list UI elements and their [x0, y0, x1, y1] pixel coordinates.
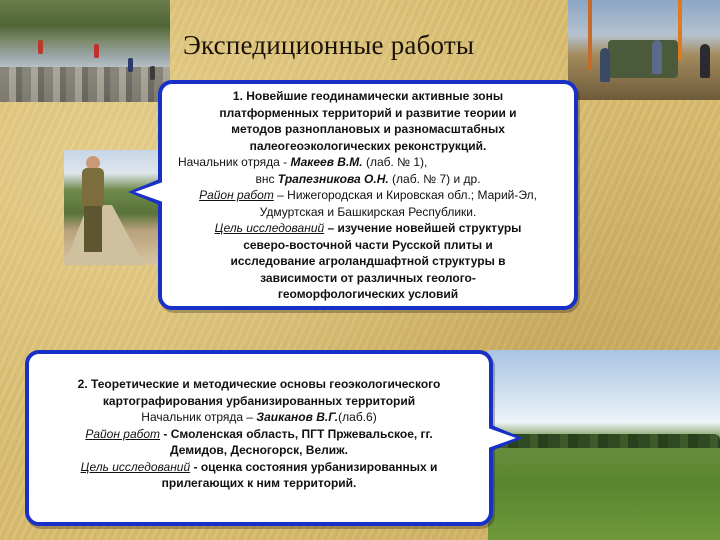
- slide-title: Экспедиционные работы: [183, 30, 475, 60]
- co-prefix: внс: [255, 171, 278, 186]
- area-line-2: Удмуртская и Башкирская Республики.: [259, 204, 477, 219]
- dirt-road: [64, 205, 144, 265]
- drill-truck: [608, 40, 678, 78]
- head-suffix: (лаб. № 1),: [362, 155, 428, 169]
- worker-figure: [652, 40, 662, 74]
- person-body: [82, 168, 104, 208]
- co-line: [168, 171, 568, 188]
- worker-figure: [700, 44, 710, 78]
- callout-tail-fill: [488, 428, 516, 448]
- goal-line: [37, 459, 481, 476]
- topic-line: 2. Теоретические и методические основы геоэкологического: [77, 377, 441, 391]
- topic-line: методов разноплановых и разномасштабных: [231, 122, 505, 136]
- person-figure: [38, 40, 43, 54]
- topic-line: картографирования урбанизированных территорий: [102, 393, 416, 408]
- area-line-2: Демидов, Десногорск, Велиж.: [170, 443, 348, 457]
- head-prefix: Начальник отряда -: [178, 155, 291, 169]
- callout-expedition-2: [25, 350, 493, 526]
- area-value: – Нижегородская и Кировская обл.; Марий-Эл,: [273, 188, 537, 202]
- drilling-rig-photo: [568, 0, 720, 100]
- person-legs: [84, 206, 102, 252]
- head-name: Макеев В.М.: [290, 155, 363, 169]
- person-figure: [150, 66, 155, 80]
- area-label: Район работ: [199, 188, 274, 202]
- area-line: [37, 426, 481, 443]
- head-line: [168, 154, 568, 171]
- topic-line: 1. Новейшие геодинамически активные зоны: [232, 89, 504, 103]
- goal-line: [168, 220, 568, 237]
- co-name: Трапезникова О.Н.: [277, 171, 389, 186]
- goal-line-3: исследование агроландшафтной структуры в: [230, 254, 506, 268]
- head-name: Заиканов В.Г.: [256, 410, 339, 424]
- co-suffix: (лаб. № 7) и др.: [388, 171, 481, 186]
- area-label: Район работ: [85, 426, 161, 441]
- goal-label: Цель исследований: [80, 459, 191, 474]
- goal-line-2: прилегающих к ним территорий.: [161, 476, 357, 490]
- topic-line: платформенных территорий и развитие теории и: [219, 105, 517, 120]
- goal-label: Цель исследований: [214, 221, 325, 235]
- goal-line-2: северо-восточной части Русской плиты и: [243, 237, 493, 252]
- callout-tail-fill: [135, 182, 163, 202]
- drill-mast: [678, 0, 682, 60]
- worker-figure: [600, 48, 610, 82]
- person-figure: [128, 58, 133, 72]
- goal-value: - оценка состояния урбанизированных и: [190, 459, 438, 474]
- head-prefix: Начальник отряда –: [141, 410, 257, 424]
- callout-expedition-1: [158, 80, 578, 310]
- head-line: [37, 409, 481, 426]
- callout-text: [29, 376, 489, 492]
- goal-line-5: геоморфологических условий: [277, 287, 459, 301]
- goal-value: – изучение новейшей структуры: [324, 221, 522, 235]
- callout-text: [162, 88, 574, 303]
- drill-mast: [588, 0, 592, 70]
- area-value: - Смоленская область, ПГТ Пржевальское, гг.: [160, 426, 433, 441]
- area-line: [168, 187, 568, 204]
- goal-line-4: зависимости от различных геолого-: [260, 270, 476, 285]
- person-figure: [94, 44, 99, 58]
- river-expedition-photo: [0, 0, 170, 102]
- topic-line: палеогеоэкологических реконструкций.: [249, 138, 487, 153]
- river-rocks: [0, 67, 170, 102]
- head-suffix: (лаб.6): [338, 410, 377, 424]
